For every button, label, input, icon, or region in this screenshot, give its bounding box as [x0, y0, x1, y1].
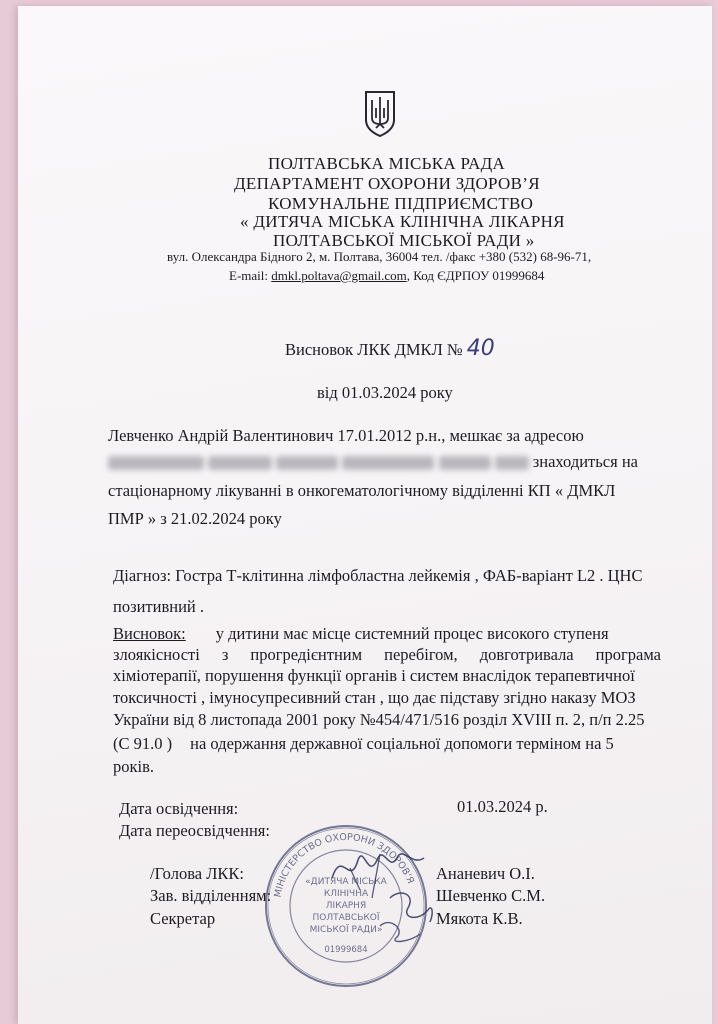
stamp-inner-4: ПОЛТАВСЬКОЇ — [312, 913, 380, 923]
stamp-inner-1: «ДИТЯЧА МІСЬКА — [305, 877, 387, 887]
conclusion-date: від 01.03.2024 року — [317, 383, 453, 402]
header-address: вул. Олександра Бідного 2, м. Полтава, 36004 тел. /факс +380 (532) 68-96-71, — [167, 249, 592, 264]
verdict-line-6: (С 91.0 ) на одержання державної соціальної допомоги терміном на 5 — [113, 734, 614, 753]
stamp-code: 01999684 — [324, 945, 368, 955]
header-health-department: ДЕПАРТАМЕНТ ОХОРОНИ ЗДОРОВ’Я — [234, 174, 540, 193]
exam-date-value: 01.03.2024 р. — [457, 797, 548, 816]
patient-line-4: ПМР » з 21.02.2024 року — [108, 509, 282, 528]
secretary-label: Секретар — [150, 909, 216, 928]
trident-emblem-icon — [363, 88, 397, 138]
head-name: Шевченко С.М. — [436, 886, 546, 905]
head-label: Зав. відділенням: — [150, 886, 272, 905]
verdict-line-5: України від 8 листопада 2001 року №454/471/516 розділ XVIII п. 2, п/п 2.25 — [113, 710, 645, 729]
stamp-outer-text: МІНІСТЕРСТВО ОХОРОНИ ЗДОРОВ'Я — [272, 831, 416, 899]
header-hospital-name-2: ПОЛТАВСЬКОЇ МІСЬКОЇ РАДИ » — [273, 231, 535, 250]
verdict-label: Висновок: — [113, 624, 186, 643]
patient-line-2: знаходиться на — [108, 452, 638, 472]
verdict-line-1: Висновок: у дитини має місце системний процес високого ступеня — [113, 624, 609, 643]
stamp-inner-5: МІСЬКОЇ РАДИ» — [309, 925, 383, 935]
verdict-line-7: років. — [113, 757, 155, 776]
verdict-line-3: хіміотерапії, порушення функції органів і систем внаслідок терапевтичної — [113, 666, 635, 685]
header-city-council: ПОЛТАВСЬКА МІСЬКА РАДА — [268, 154, 506, 173]
header-enterprise: КОМУНАЛЬНЕ ПІДПРИЄМСТВО — [268, 194, 534, 213]
header-contacts: E-mail: dmkl.poltava@gmail.com, Код ЄДРПОУ 01999684 — [229, 268, 545, 283]
chair-name: Ананевич О.І. — [436, 864, 535, 883]
diagnosis-line-2: позитивний . — [113, 597, 204, 616]
stamp-inner-2: КЛІНІЧНА — [323, 889, 369, 899]
stamp-inner-3: ЛІКАРНЯ — [325, 901, 367, 911]
email-link[interactable]: dmkl.poltava@gmail.com — [271, 268, 407, 283]
conclusion-number: 40 — [466, 336, 495, 361]
exam-date-label: Дата освідчення: — [119, 799, 239, 818]
chair-label: /Голова ЛКК: — [150, 864, 244, 883]
header-hospital-name: « ДИТЯЧА МІСЬКА КЛІНІЧНА ЛІКАРНЯ — [240, 212, 565, 231]
verdict-line-2: злоякісності з прогредієнтним перебігом, довготривала програма — [113, 645, 661, 664]
verdict-line-4: токсичності , імуносупресивний стан , що дає підставу згідно наказу МОЗ — [113, 688, 636, 707]
conclusion-title: Висновок ЛКК ДМКЛ № 40 — [285, 336, 495, 361]
handwritten-signatures — [320, 838, 440, 948]
patient-line-1: Левченко Андрій Валентинович 17.01.2012 р.н., мешкає за адресою — [108, 426, 584, 445]
patient-line-3: стаціонарному лікуванні в онкогематологічному відділенні КП « ДМКЛ — [108, 481, 616, 500]
diagnosis-line-1: Діагноз: Гостра Т-клітинна лімфобластна лейкемія , ФАБ-варіант L2 . ЦНС — [113, 566, 643, 585]
secretary-name: Мякота К.В. — [436, 909, 523, 928]
reexam-date-label: Дата переосвідчення: — [119, 821, 270, 840]
